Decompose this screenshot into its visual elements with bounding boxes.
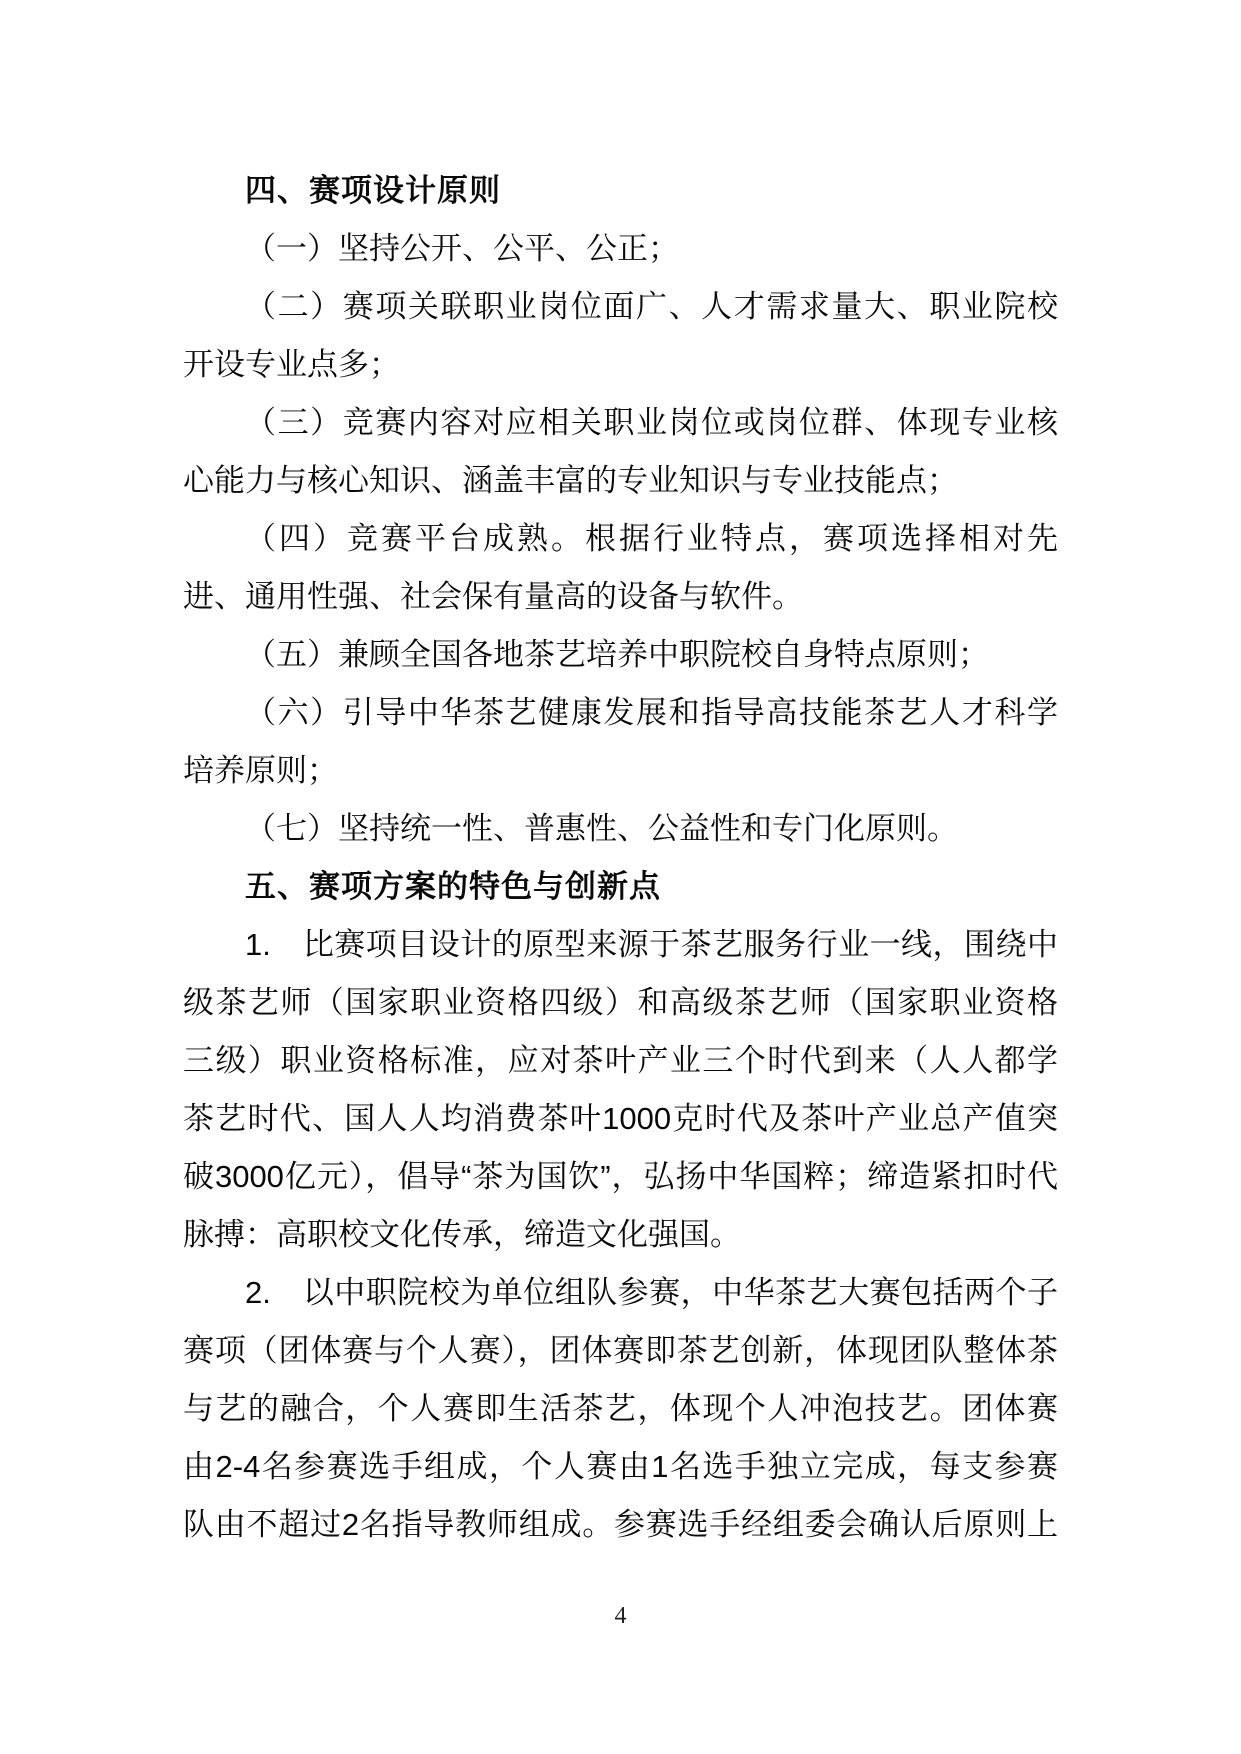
- text-line: 赛项（团体赛与个人赛），团体赛即茶艺创新，体现团队整体茶: [183, 1333, 1058, 1368]
- text-line: 破3000亿元），倡导“茶为国饮”，弘扬中华国粹；缔造紧扣时代: [183, 1159, 1058, 1194]
- text-line: 级茶艺师（国家职业资格四级）和高级茶艺师（国家职业资格: [183, 985, 1058, 1020]
- document-body: [183, 162, 1058, 1554]
- text-line: 队由不超过2名指导教师组成。参赛选手经组委会确认后原则上: [183, 1507, 1058, 1542]
- text-line: （五）兼顾全国各地茶艺培养中职院校自身特点原则；: [245, 637, 989, 672]
- text-line: 与艺的融合，个人赛即生活茶艺，体现个人冲泡技艺。团体赛: [183, 1391, 1058, 1426]
- text-line: 茶艺时代、国人人均消费茶叶1000克时代及茶叶产业总产值突: [183, 1101, 1058, 1136]
- text-line: 2. 以中职院校为单位组队参赛，中华茶艺大赛包括两个子: [245, 1275, 1058, 1310]
- text-line: 开设专业点多；: [183, 347, 400, 382]
- text-line: 1. 比赛项目设计的原型来源于茶艺服务行业一线，围绕中: [245, 927, 1058, 962]
- text-line: 进、通用性强、社会保有量高的设备与软件。: [183, 579, 803, 614]
- section-heading: 五、赛项方案的特色与创新点: [245, 869, 661, 904]
- text-line: 心能力与核心知识、涵盖丰富的专业知识与专业技能点；: [183, 463, 958, 498]
- section-heading: 四、赛项设计原则: [245, 173, 501, 208]
- text-line: （一）坚持公开、公平、公正；: [245, 231, 679, 266]
- text-line: 三级）职业资格标准，应对茶叶产业三个时代到来（人人都学: [183, 1043, 1058, 1078]
- text-line: （二）赛项关联职业岗位面广、人才需求量大、职业院校: [245, 289, 1058, 324]
- text-line: （四）竞赛平台成熟。根据行业特点，赛项选择相对先: [245, 521, 1058, 556]
- page-number: 4: [614, 1603, 627, 1629]
- text-line: 培养原则；: [183, 753, 338, 788]
- text-line: 脉搏：高职校文化传承，缔造文化强国。: [183, 1217, 741, 1252]
- text-line: （七）坚持统一性、普惠性、公益性和专门化原则。: [245, 811, 958, 846]
- text-line: （六）引导中华茶艺健康发展和指导高技能茶艺人才科学: [245, 695, 1058, 730]
- text-line: 由2-4名参赛选手组成，个人赛由1名选手独立完成，每支参赛: [183, 1449, 1058, 1484]
- text-line: （三）竞赛内容对应相关职业岗位或岗位群、体现专业核: [245, 405, 1058, 440]
- page-footer: [0, 1598, 1241, 1634]
